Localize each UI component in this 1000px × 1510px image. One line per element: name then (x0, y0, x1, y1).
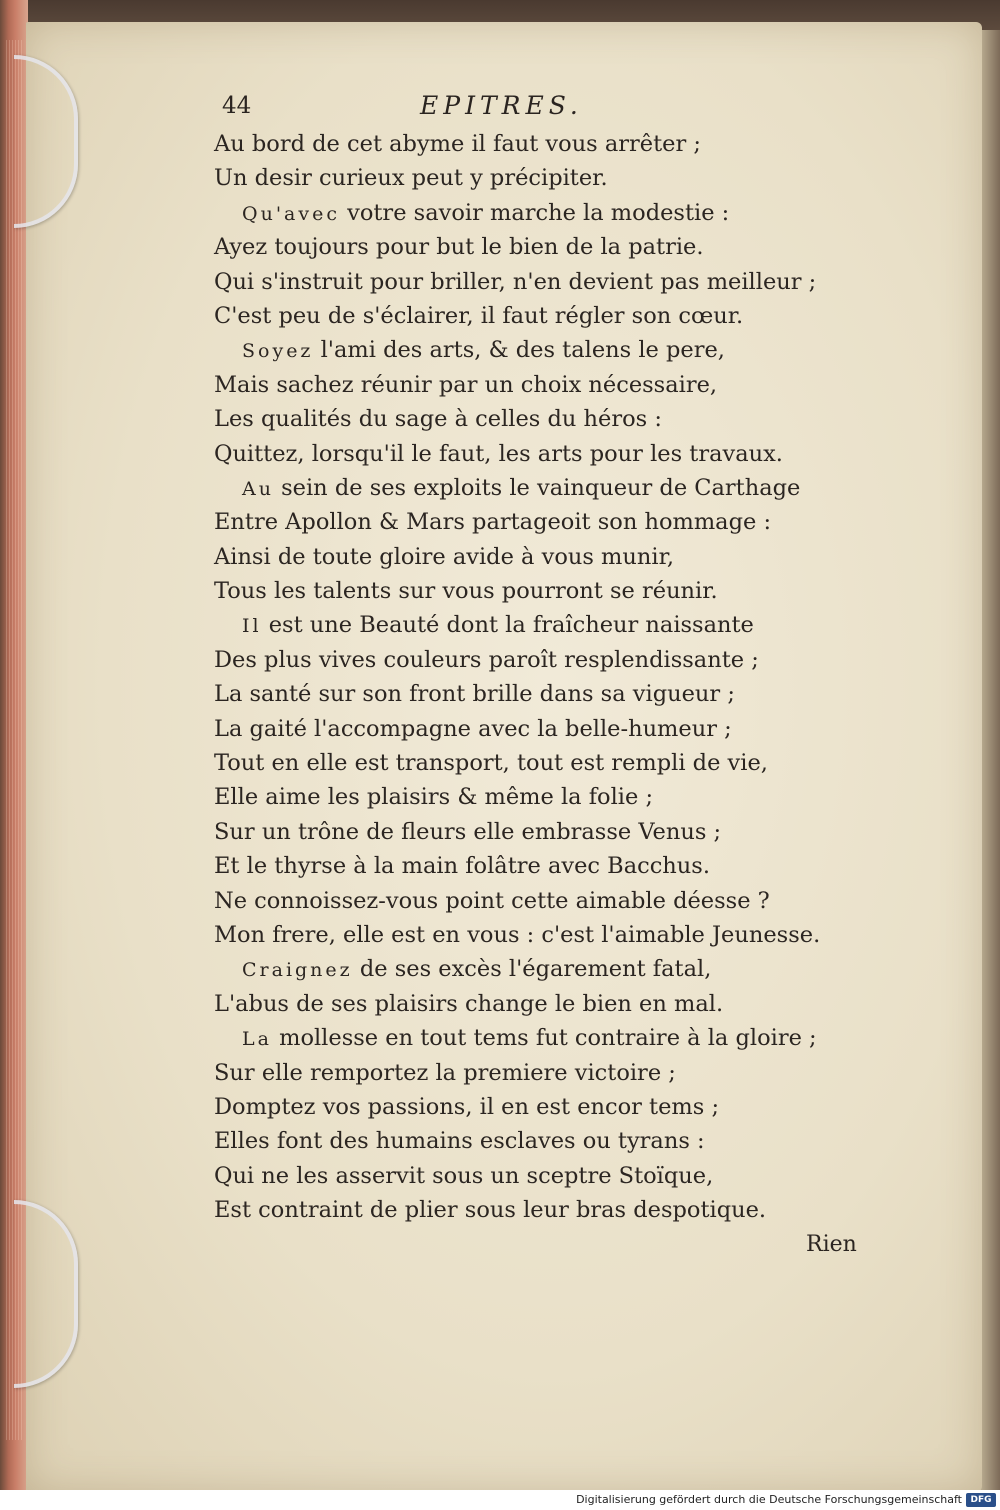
poem-line-text: Sur un trône de fleurs elle embrasse Venus ; (214, 818, 722, 845)
poem-line-text: Elles font des humains esclaves ou tyrans : (214, 1128, 705, 1155)
stanza-lead-word: La (242, 1028, 272, 1051)
stanza-lead-word: Il (242, 615, 262, 638)
poem-line-text: Un desir curieux peut y précipiter. (214, 165, 608, 192)
poem-line-text: Et le thyrse à la main folâtre avec Bacchus. (214, 853, 710, 880)
poem-line-text: Est contraint de plier sous leur bras despotique. (214, 1197, 767, 1224)
poem-line-text: Au bord de cet abyme il faut vous arrêter ; (214, 131, 701, 157)
poem-line (214, 849, 834, 883)
poem-line (214, 368, 834, 402)
poem-line (214, 780, 834, 814)
poem-line-text: Les qualités du sage à celles du héros : (214, 406, 662, 433)
poem-line (214, 161, 834, 195)
poem-line-text: de ses excès l'égarement fatal, (352, 956, 712, 983)
poem-line-text: C'est peu de s'éclairer, il faut régler son cœur. (214, 302, 744, 329)
poem-text (214, 127, 834, 1228)
poem-line (214, 1159, 834, 1193)
poem-line (214, 402, 834, 436)
footer-credit: Digitalisierung gefördert durch die Deutsche Forschungsgemeinschaft (576, 1493, 962, 1506)
poem-line (214, 299, 834, 333)
poem-line-text: Ne connoissez-vous point cette aimable déesse ? (214, 887, 770, 914)
poem-line (214, 815, 834, 849)
poem-line (214, 1193, 834, 1227)
poem-line-text: Mais sachez réunir par un choix nécessaire, (214, 371, 718, 398)
poem-line (214, 746, 834, 780)
stanza-lead-word: Soyez (242, 340, 314, 363)
running-head: EPITRES. (420, 91, 583, 120)
poem-line-text: La santé sur son front brille dans sa vigueur ; (214, 681, 735, 708)
poem-line (214, 437, 834, 471)
poem-line-text: Ayez toujours pour but le bien de la patrie. (214, 234, 704, 261)
page-number: 44 (222, 93, 252, 119)
poem-line (214, 884, 834, 918)
poem-line-text: Ainsi de toute gloire avide à vous munir, (214, 543, 675, 570)
poem-line-text: l'ami des arts, & des talens le pere, (313, 337, 725, 364)
poem-line (214, 1021, 834, 1055)
poem-line-text: mollesse en tout tems fut contraire à la gloire ; (271, 1025, 817, 1052)
poem-line-text: Des plus vives couleurs paroît resplendissante ; (214, 646, 759, 673)
poem-line (214, 608, 834, 642)
digitization-footer (0, 1490, 1000, 1510)
poem-line-text: L'abus de ses plaisirs change le bien en mal. (214, 990, 724, 1017)
poem-line (214, 1124, 834, 1158)
poem-line-text: Mon frere, elle est en vous : c'est l'aimable Jeunesse. (214, 921, 821, 948)
poem-line-text: Tout en elle est transport, tout est rempli de vie, (214, 750, 768, 777)
poem-line (214, 505, 834, 539)
page-header (0, 93, 1000, 129)
poem-line (214, 1090, 834, 1124)
poem-line-text: Tous les talents sur vous pourront se réunir. (214, 578, 718, 605)
poem-line-text: Qui s'instruit pour briller, n'en devient pas meilleur ; (214, 268, 817, 295)
poem-line-text: Domptez vos passions, il en est encor tems ; (214, 1093, 720, 1120)
poem-line (214, 333, 834, 367)
stanza-lead-word: Craignez (242, 959, 353, 982)
poem-line-text: votre savoir marche la modestie : (339, 199, 730, 226)
poem-line (214, 471, 834, 505)
poem-line-text: Entre Apollon & Mars partageoit son hommage : (214, 509, 772, 536)
poem-line-text: Qui ne les asservit sous un sceptre Stoïque, (214, 1162, 714, 1189)
poem-line (214, 952, 834, 986)
poem-line-text: Quittez, lorsqu'il le faut, les arts pour les travaux. (214, 440, 783, 467)
poem-line (214, 987, 834, 1021)
poem-line (214, 643, 834, 677)
poem-line (214, 265, 834, 299)
poem-line (214, 1056, 834, 1090)
dfg-logo-icon: DFG (966, 1493, 996, 1507)
poem-line (214, 540, 834, 574)
poem-line (214, 677, 834, 711)
poem-line (214, 712, 834, 746)
poem-line-text: sein de ses exploits le vainqueur de Carthage (273, 474, 801, 501)
stanza-lead-word: Au (242, 477, 274, 500)
poem-line-text: est une Beauté dont la fraîcheur naissante (261, 612, 754, 639)
poem-line-text: Sur elle remportez la premiere victoire ; (214, 1059, 676, 1086)
stanza-lead-word: Qu'avec (242, 202, 340, 225)
poem-line (214, 127, 834, 161)
poem-line (214, 230, 834, 264)
catchword: Rien (806, 1232, 857, 1257)
poem-line (214, 196, 834, 230)
poem-line (214, 918, 834, 952)
poem-line (214, 574, 834, 608)
poem-line-text: La gaité l'accompagne avec la belle-humeur ; (214, 715, 732, 742)
poem-line-text: Elle aime les plaisirs & même la folie ; (214, 784, 654, 811)
